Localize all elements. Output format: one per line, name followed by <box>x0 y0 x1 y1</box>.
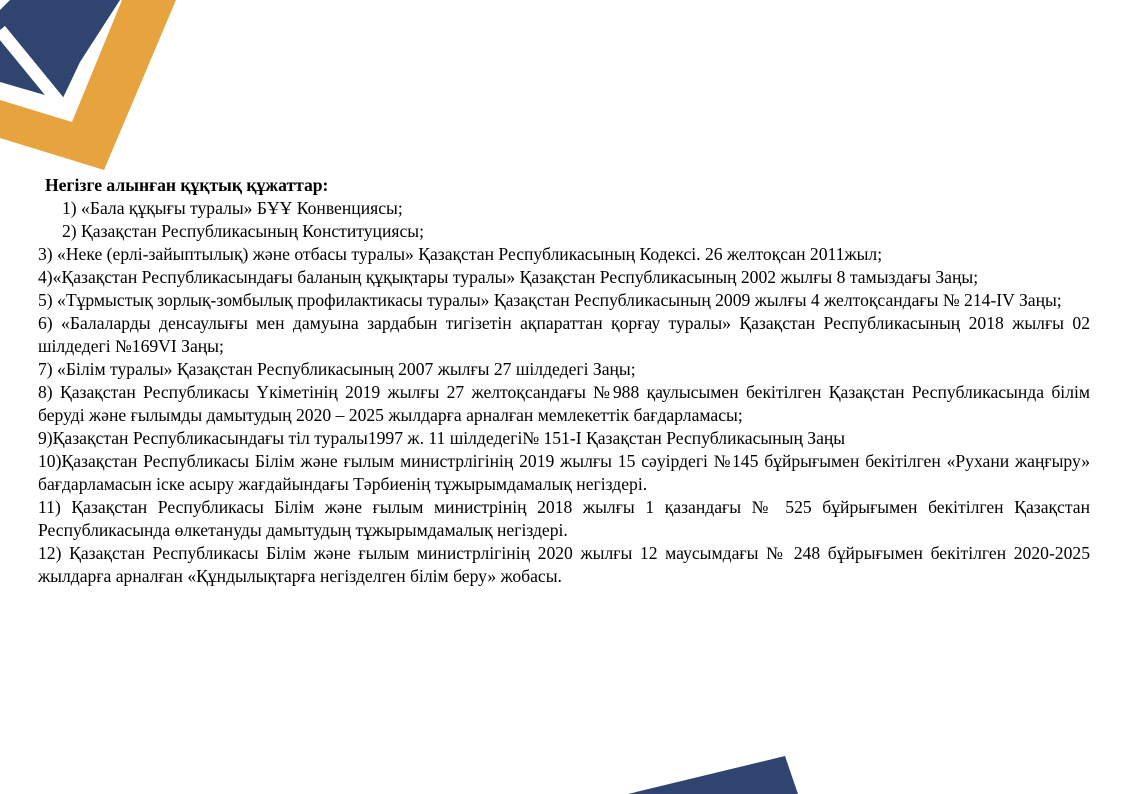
document-list-item: 2) Қазақстан Республикасының Конституциясы; <box>62 221 424 241</box>
corner-chevron-decoration <box>0 0 210 185</box>
bottom-triangle-decoration <box>600 750 810 794</box>
slide-title: Негізге алынған құқтық құжаттар: <box>45 175 329 195</box>
document-list <box>38 197 1090 588</box>
document-list-item: 1) «Бала құқығы туралы» БҰҰ Конвенциясы; <box>62 198 403 218</box>
document-list-item: 9)Қазақстан Республикасындағы тіл туралы1997 ж. 11 шілдедегі№ 151-I Қазақстан Республикасының Заңы <box>38 428 846 448</box>
document-list-item: 7) «Білім туралы» Қазақстан Республикасының 2007 жылғы 27 шілдедегі Заңы; <box>38 359 636 379</box>
document-list-item: 3) «Неке (ерлі-зайыптылық) және отбасы туралы» Қазақстан Республикасының Кодексі. 26 желтоқсан 2011жыл; <box>38 244 883 264</box>
document-list-item: 12) Қазақстан Республикасы Білім және ғылым министрлігінің 2020 жылғы 12 маусымдағы № 248 бұйрығымен бекітілген 2020-2025 жылдарға арналған «Құндылықтарға негізделген білім беру» жобасы. <box>38 543 1090 586</box>
document-list-item: 10)Қазақстан Республикасы Білім және ғылым министрлігінің 2019 жылғы 15 сәуірдегі №145 бұйрығымен бекітілген «Рухани жаңғыру» бағдарламасын іске асыру жағдайындағы Тәрбиенің тұжырымдамалық негіздері. <box>38 451 1090 494</box>
navy-bottom-triangle <box>628 756 798 794</box>
document-list-item: 4)«Қазақстан Республикасындағы баланың құқықтары туралы» Қазақстан Республикасының 2002 жылғы 8 тамыздағы Заңы; <box>38 267 979 287</box>
document-list-item: 5) «Тұрмыстық зорлық-зомбылық профилактикасы туралы» Қазақстан Республикасының 2009 жылғы 4 желтоқсандағы № 214-IV Заңы; <box>38 290 1062 310</box>
document-list-item: 6) «Балаларды денсаулығы мен дамуына зардабын тигізетін ақпараттан қорғау туралы» Қазақстан Республикасының 2018 жылғы 02 шілдедегі №169VI Заңы; <box>38 313 1090 356</box>
document-list-item: 8) Қазақстан Республикасы Үкіметінің 2019 жылғы 27 желтоқсандағы №988 қаулысымен бекітілген Қазақстан Республикасында білім беруді және ғылымды дамытудың 2020 – 2025 жылдарға арналған мемлекеттік бағдарламасы; <box>38 382 1090 425</box>
slide-text-block <box>38 174 1090 588</box>
document-list-item: 11) Қазақстан Республикасы Білім және ғылым министрінің 2018 жылғы 1 қазандағы № 525 бұйрығымен бекітілген Қазақстан Республикасында өлкетануды дамытудың тұжырымдамалық негіздері. <box>38 497 1090 540</box>
